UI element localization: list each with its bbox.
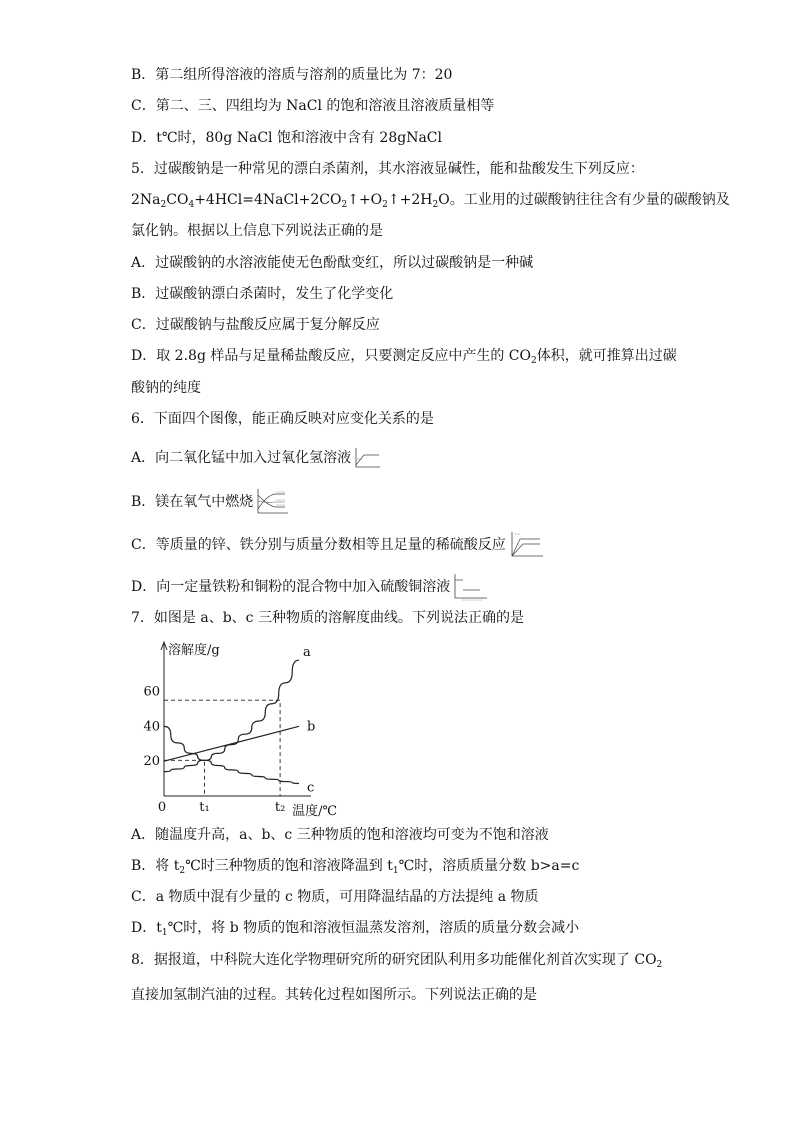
q7-option-a: A．随温度升高，a、b、c 三种物质的饱和溶液均可变为不饱和溶液	[131, 827, 549, 843]
series-b-line	[164, 726, 299, 761]
guide-t2	[164, 700, 280, 796]
y-tick-label: 60	[143, 684, 160, 700]
q6-option-a: A．向二氧化锰中加入过氧化氢溶液	[131, 446, 381, 470]
y-tick-label: 40	[143, 719, 160, 735]
q6-option-d: D．向一定量铁粉和铜粉的混合物中加入硫酸铜溶液	[131, 572, 488, 602]
q4-option-d: D．t℃时，80g NaCl 饱和溶液中含有 28gNaCl	[131, 130, 442, 146]
q6-option-b: B．镁在氧气中燃烧	[131, 487, 289, 517]
q5-stem-line2: 氯化钠。根据以上信息下列说法正确的是	[131, 223, 383, 239]
q4-option-b: B．第二组所得溶液的溶质与溶剂的质量比为 7：20	[131, 67, 453, 83]
q7-option-b: B．将 $t_2℃$时三种物质的饱和溶液降温到 $t_1℃$时，溶质质量分数 b>a=c	[131, 858, 580, 876]
q4-option-c: C．第二、三、四组均为 NaCl 的饱和溶液且溶液质量相等	[131, 98, 495, 114]
chart-axes	[161, 642, 311, 796]
q8-stem: 8．据报道，中科院大连化学物理研究所的研究团队利用多功能催化剂首次实现了 $CO_2$	[131, 952, 663, 970]
y-axis-title: 溶解度/g	[168, 643, 220, 658]
q6-stem: 6．下面四个图像，能正确反映对应变化关系的是	[131, 411, 434, 427]
x-tick-label: t₁	[199, 800, 210, 815]
q7-option-d: D．$t_1℃$时，将 b 物质的饱和溶液恒温蒸发溶剂，溶质的质量分数会减小	[131, 920, 580, 938]
y-tick-label: 20	[143, 754, 160, 770]
q5-option-c: C．过碳酸钠与盐酸反应属于复分解反应	[131, 317, 380, 333]
solubility-curve-chart	[131, 636, 338, 819]
q5-stem: 5．过碳酸钠是一种常见的漂白杀菌剂，其水溶液显碱性，能和盐酸发生下列反应：	[131, 161, 644, 177]
q6-graph-a-thumbnail	[353, 446, 381, 470]
series-c-label: c	[307, 780, 315, 796]
q5-option-d-line2: 酸钠的纯度	[131, 380, 201, 396]
q6-graph-c-thumbnail	[508, 530, 544, 560]
guide-t1	[164, 760, 205, 796]
series-a-line	[164, 660, 299, 771]
chart-labels	[143, 642, 337, 819]
q5-equation: $2Na_2CO_4+4HCl=4NaCl+2CO_2↑+O_2↑+2H_2O$。工业用的过碳酸钠往往含有少量的碳酸钠及	[131, 192, 730, 210]
q6-option-c: C．等质量的锌、铁分别与质量分数相等且足量的稀硫酸反应	[131, 530, 544, 560]
series-b-label: b	[307, 719, 316, 735]
chart-series	[164, 660, 299, 783]
x-axis-title: 温度/℃	[292, 804, 338, 819]
origin-label: 0	[157, 800, 167, 815]
x-tick-label: t₂	[274, 800, 286, 815]
q5-option-d: D．取 2.8g 样品与足量稀盐酸反应，只要测定反应中产生的 $CO_2$体积，就可推算出过碳	[131, 348, 677, 366]
q5-option-a: A．过碳酸钠的水溶液能使无色酚酞变红，所以过碳酸钠是一种碱	[131, 255, 534, 271]
q8-stem-line2: 直接加氢制汽油的过程。其转化过程如图所示。下列说法正确的是	[131, 987, 537, 1003]
q7-stem: 7．如图是 a、b、c 三种物质的溶解度曲线。下列说法正确的是	[131, 610, 524, 626]
series-a-label: a	[303, 645, 311, 661]
q6-graph-b-thumbnail	[255, 487, 289, 517]
chart-guides	[164, 700, 280, 796]
q7-option-c: C．a 物质中混有少量的 c 物质，可用降温结晶的方法提纯 a 物质	[131, 889, 539, 905]
q5-option-b: B．过碳酸钠漂白杀菌时，发生了化学变化	[131, 286, 394, 302]
q6-graph-d-thumbnail	[452, 572, 488, 602]
series-c-line	[164, 726, 299, 783]
